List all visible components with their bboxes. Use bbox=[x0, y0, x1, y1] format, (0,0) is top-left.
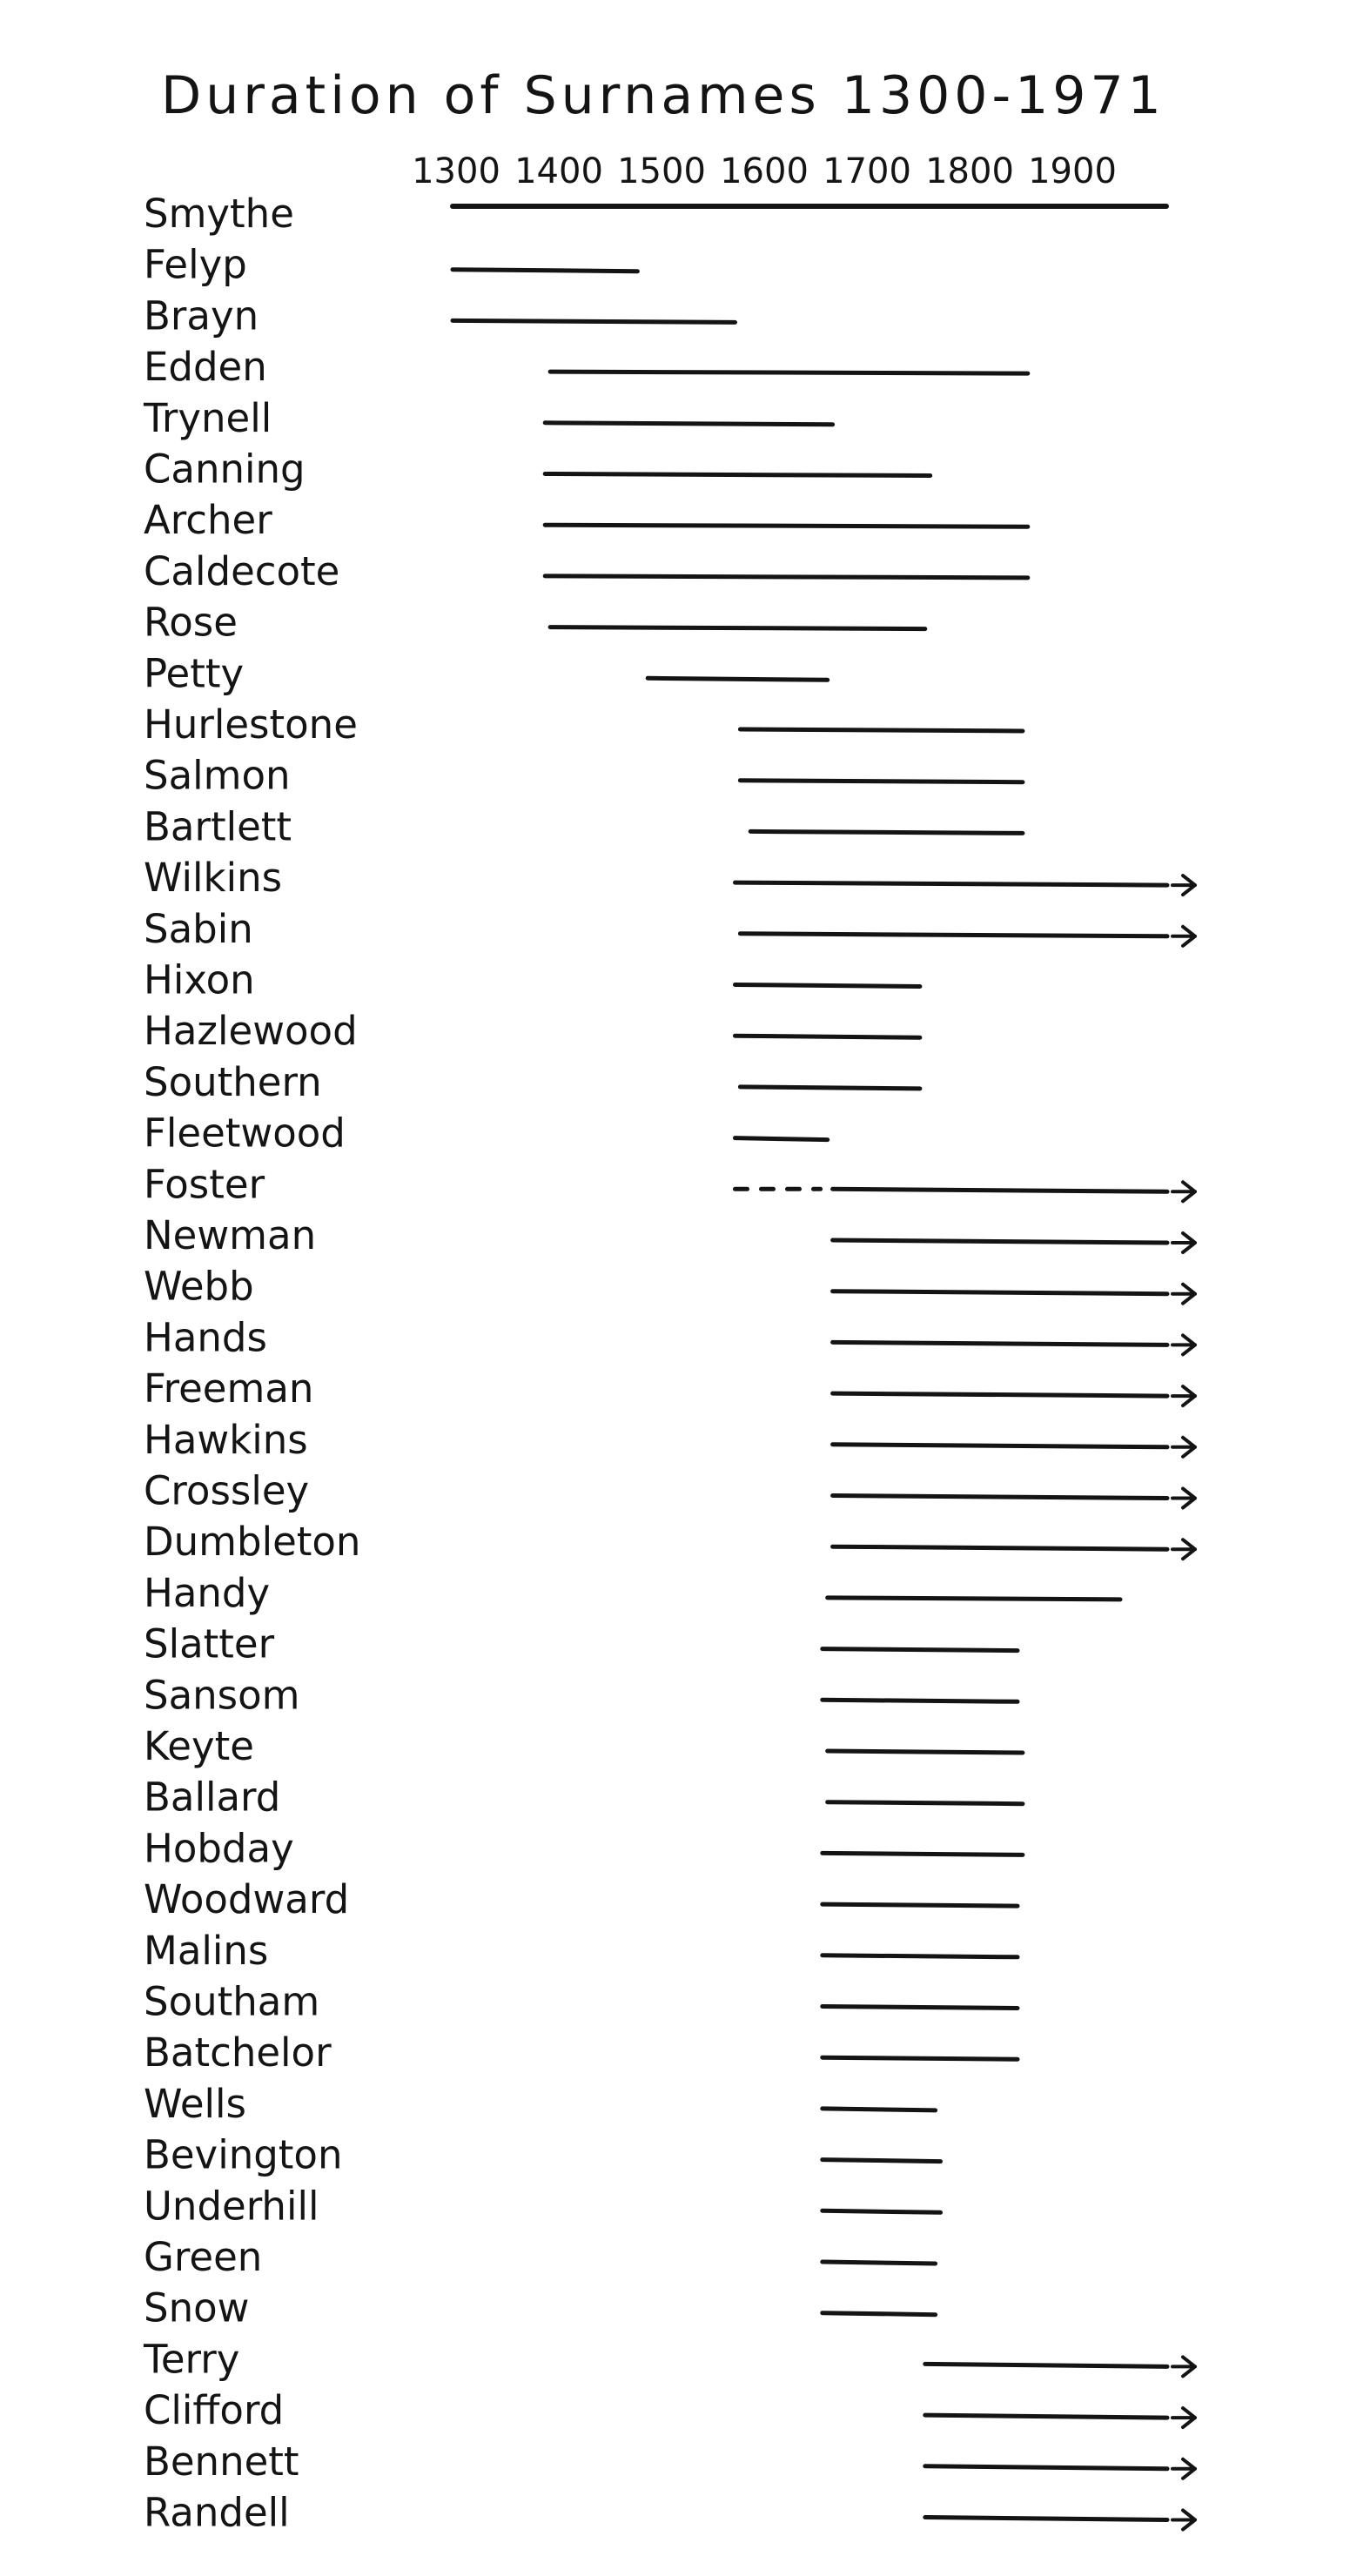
surname-row bbox=[144, 191, 294, 237]
surname-row bbox=[143, 2336, 1195, 2382]
continues-arrow-icon bbox=[1172, 1438, 1195, 1457]
surname-rows bbox=[143, 191, 1195, 2536]
surname-row bbox=[144, 2438, 1195, 2485]
surname-label: Foster bbox=[144, 1161, 265, 1208]
duration-bar bbox=[735, 985, 920, 987]
duration-bar bbox=[828, 1751, 1023, 1753]
surname-label: Trynell bbox=[144, 394, 272, 441]
surname-row bbox=[144, 2183, 941, 2229]
duration-bar bbox=[550, 627, 925, 629]
duration-bar bbox=[828, 1802, 1023, 1804]
surname-row bbox=[144, 446, 930, 493]
surname-label: Hixon bbox=[144, 956, 255, 1003]
surname-row bbox=[144, 2285, 936, 2331]
surname-row bbox=[144, 2490, 1195, 2536]
surname-label: Woodward bbox=[144, 1876, 350, 1923]
x-tick-label: 1600 bbox=[720, 151, 809, 191]
surname-row bbox=[144, 548, 1028, 594]
x-tick-label: 1300 bbox=[412, 151, 500, 191]
surname-row bbox=[144, 2132, 941, 2178]
duration-bar bbox=[545, 474, 930, 476]
duration-bar bbox=[740, 1087, 920, 1089]
chart-title: Duration of Surnames 1300-1971 bbox=[161, 65, 1165, 126]
surname-label: Southern bbox=[144, 1058, 322, 1105]
duration-bar bbox=[735, 1138, 828, 1140]
surname-row bbox=[144, 1314, 1195, 1360]
duration-bar bbox=[925, 2415, 1167, 2418]
continues-arrow-icon bbox=[1172, 1285, 1195, 1304]
surname-label: Bevington bbox=[144, 2131, 343, 2178]
continues-arrow-icon bbox=[1172, 1386, 1195, 1405]
surname-row bbox=[144, 1212, 1195, 1258]
continues-arrow-icon bbox=[1172, 1182, 1195, 1201]
surname-row bbox=[144, 803, 1023, 849]
surname-row bbox=[144, 2387, 1195, 2433]
duration-bar bbox=[750, 831, 1023, 833]
surname-row bbox=[144, 1570, 1120, 1616]
duration-bar bbox=[823, 1904, 1018, 1906]
duration-bar bbox=[740, 781, 1023, 782]
surname-label: Snow bbox=[144, 2284, 250, 2331]
surname-label: Smythe bbox=[144, 191, 294, 237]
surname-label: Sabin bbox=[144, 905, 253, 952]
surname-label: Hurlestone bbox=[144, 701, 358, 748]
surname-row bbox=[144, 2081, 936, 2127]
surname-row bbox=[144, 1008, 920, 1054]
surname-label: Petty bbox=[144, 650, 245, 697]
surname-label: Wells bbox=[144, 2080, 246, 2127]
surname-label: Canning bbox=[144, 446, 306, 493]
duration-bar bbox=[740, 729, 1023, 731]
surname-label: Southam bbox=[144, 1978, 320, 2025]
surname-label: Hands bbox=[144, 1314, 267, 1361]
surname-label: Crossley bbox=[144, 1467, 310, 1514]
duration-bar bbox=[823, 2313, 936, 2315]
surname-label: Slatter bbox=[144, 1620, 275, 1667]
surname-row bbox=[144, 1417, 1195, 1463]
duration-bar bbox=[833, 1496, 1167, 1499]
surname-row bbox=[144, 1519, 1195, 1565]
surname-label: Edden bbox=[144, 344, 267, 391]
surname-row bbox=[144, 701, 1023, 748]
surname-row bbox=[144, 1928, 1018, 1974]
continues-arrow-icon bbox=[1172, 2511, 1195, 2530]
surname-row bbox=[144, 906, 1195, 952]
duration-bar bbox=[925, 2466, 1167, 2469]
surname-label: Bartlett bbox=[144, 803, 292, 850]
surname-label: Archer bbox=[144, 497, 272, 544]
duration-bar bbox=[925, 2364, 1167, 2366]
duration-bar bbox=[833, 1342, 1167, 1345]
duration-bar bbox=[823, 2210, 941, 2212]
duration-bar bbox=[823, 1700, 1018, 1701]
surname-label: Randell bbox=[144, 2489, 290, 2536]
surname-row bbox=[144, 1365, 1195, 1412]
duration-bar bbox=[545, 576, 1028, 578]
surname-label: Ballard bbox=[144, 1774, 281, 1821]
continues-arrow-icon bbox=[1172, 1489, 1195, 1508]
surname-row bbox=[144, 292, 735, 339]
continues-arrow-icon bbox=[1172, 1233, 1195, 1252]
surname-row bbox=[144, 344, 1028, 390]
surname-row bbox=[144, 2234, 936, 2280]
surname-label: Brayn bbox=[144, 292, 259, 339]
duration-bar bbox=[740, 934, 1167, 936]
surname-label: Hawkins bbox=[144, 1416, 308, 1463]
duration-bar bbox=[453, 270, 637, 272]
x-tick-label: 1800 bbox=[925, 151, 1014, 191]
surname-label: Webb bbox=[144, 1263, 254, 1310]
duration-bar bbox=[823, 1649, 1018, 1651]
duration-bar bbox=[823, 2262, 936, 2264]
surname-row bbox=[144, 1161, 1195, 1207]
x-tick-label: 1700 bbox=[823, 151, 911, 191]
surname-row bbox=[143, 395, 833, 441]
surname-row bbox=[144, 650, 828, 696]
duration-bar bbox=[833, 1546, 1167, 1549]
surname-label: Terry bbox=[144, 2336, 240, 2383]
surname-row bbox=[144, 1774, 1023, 1821]
surname-label: Dumbleton bbox=[144, 1519, 361, 1566]
duration-bar bbox=[833, 1189, 1167, 1191]
surname-row bbox=[144, 1621, 1018, 1667]
duration-bar bbox=[823, 2007, 1018, 2009]
continues-arrow-icon bbox=[1172, 1335, 1195, 1354]
surname-label: Felyp bbox=[144, 241, 247, 288]
continues-arrow-icon bbox=[1172, 2357, 1195, 2376]
duration-bar bbox=[823, 2160, 941, 2162]
duration-bar bbox=[833, 1291, 1167, 1294]
surname-label: Caldecote bbox=[144, 547, 340, 594]
surname-row bbox=[144, 1723, 1023, 1769]
surname-row bbox=[144, 497, 1028, 543]
duration-bar bbox=[545, 423, 832, 425]
surname-label: Hazlewood bbox=[144, 1008, 358, 1055]
surname-row bbox=[144, 1876, 1018, 1922]
surname-row bbox=[144, 1825, 1023, 1871]
surname-row bbox=[144, 600, 925, 646]
surname-label: Underhill bbox=[144, 2183, 319, 2230]
surname-row bbox=[144, 855, 1195, 901]
surname-label: Freeman bbox=[144, 1365, 314, 1412]
continues-arrow-icon bbox=[1172, 927, 1195, 946]
duration-bar bbox=[550, 372, 1028, 373]
duration-bar bbox=[833, 1240, 1167, 1243]
surname-label: Sansom bbox=[144, 1672, 300, 1719]
surname-row bbox=[144, 753, 1023, 799]
x-tick-label: 1400 bbox=[514, 151, 603, 191]
surname-label: Wilkins bbox=[144, 855, 283, 902]
x-tick-label: 1900 bbox=[1028, 151, 1117, 191]
duration-bar bbox=[823, 2109, 936, 2110]
surname-label: Newman bbox=[144, 1212, 317, 1258]
duration-bar bbox=[545, 525, 1028, 527]
surname-label: Green bbox=[144, 2234, 263, 2280]
surname-label: Handy bbox=[144, 1569, 271, 1616]
continues-arrow-icon bbox=[1172, 875, 1195, 895]
surname-label: Salmon bbox=[144, 752, 291, 799]
surname-label: Clifford bbox=[144, 2387, 285, 2434]
surname-row bbox=[144, 1672, 1018, 1718]
surname-row bbox=[144, 1110, 828, 1157]
continues-arrow-icon bbox=[1172, 1540, 1195, 1559]
duration-bar bbox=[648, 678, 828, 680]
surname-row bbox=[144, 242, 637, 288]
duration-bar bbox=[823, 2057, 1018, 2059]
continues-arrow-icon bbox=[1172, 2408, 1195, 2427]
surname-label: Rose bbox=[144, 599, 238, 646]
surname-row bbox=[144, 1468, 1195, 1514]
duration-bar bbox=[823, 1955, 1018, 1957]
surname-label: Hobday bbox=[144, 1825, 294, 1872]
duration-bar bbox=[833, 1445, 1167, 1447]
duration-bar bbox=[453, 320, 735, 322]
surname-label: Fleetwood bbox=[144, 1110, 346, 1157]
surname-label: Bennett bbox=[144, 2438, 299, 2485]
x-axis-ticks bbox=[412, 151, 1117, 191]
surname-label: Batchelor bbox=[144, 2029, 332, 2076]
surname-row bbox=[144, 957, 920, 1003]
duration-bar bbox=[823, 1853, 1023, 1855]
duration-bar bbox=[925, 2518, 1167, 2520]
duration-bar bbox=[735, 882, 1168, 885]
duration-bar bbox=[828, 1598, 1120, 1600]
surname-label: Keyte bbox=[144, 1723, 254, 1769]
surname-label: Malins bbox=[144, 1927, 269, 1974]
surname-row bbox=[144, 2029, 1018, 2076]
surname-row bbox=[144, 1979, 1018, 2025]
continues-arrow-icon bbox=[1172, 2459, 1195, 2479]
x-tick-label: 1500 bbox=[617, 151, 706, 191]
surname-row bbox=[144, 1059, 920, 1105]
duration-bar bbox=[833, 1393, 1167, 1396]
surname-row bbox=[144, 1264, 1195, 1310]
duration-bar bbox=[735, 1036, 920, 1037]
